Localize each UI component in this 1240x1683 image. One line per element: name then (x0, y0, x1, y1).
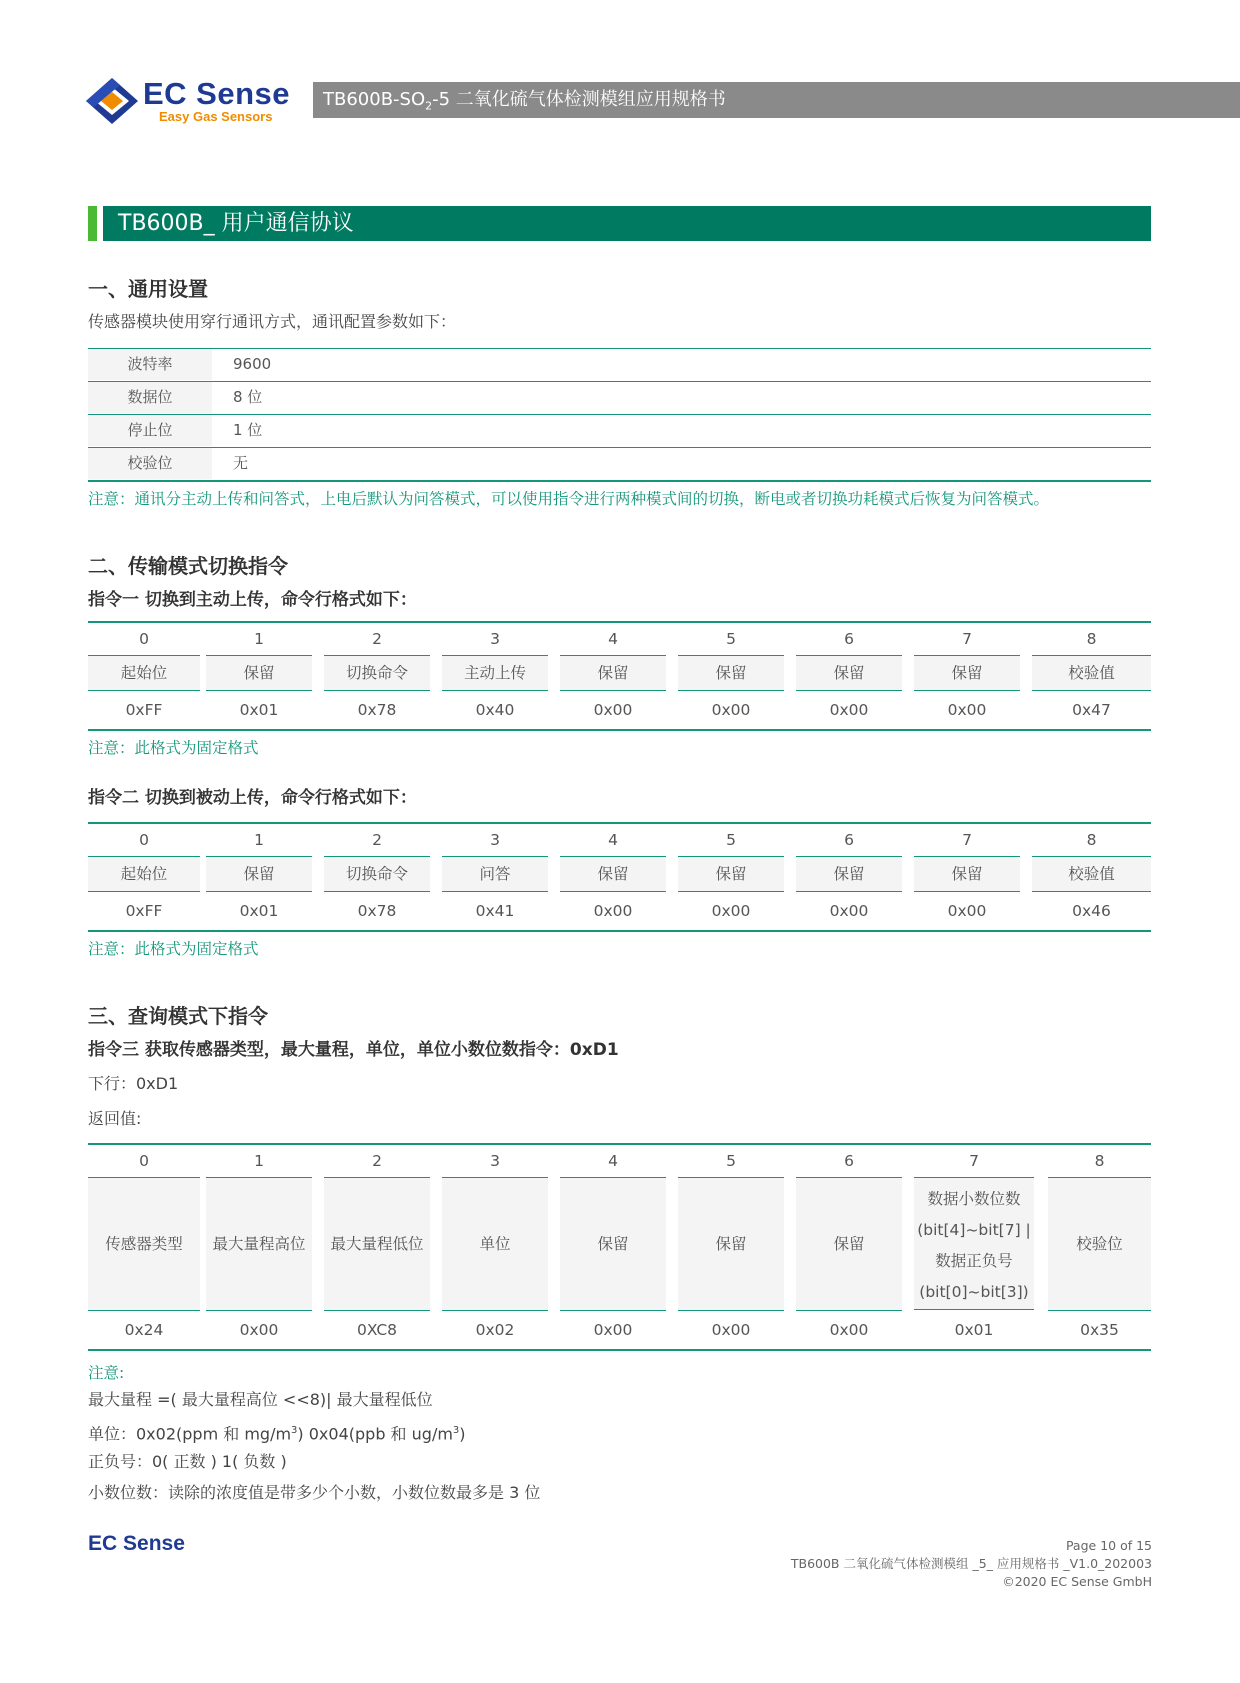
param-row (88, 448, 1151, 480)
byte-value: 0x78 (357, 902, 397, 920)
byte-index: 3 (442, 623, 548, 656)
byte-name: 校验位 (1048, 1178, 1151, 1311)
byte-index: 6 (796, 1145, 902, 1178)
byte-value: 0x47 (1072, 701, 1111, 719)
param-value: 8 位 (233, 388, 263, 406)
section1-note: 注意：通讯分主动上传和问答式，上电后默认为问答模式，可以使用指令进行两种模式间的切换，断电或者切换功耗模式后恢复为问答模式。 (88, 490, 1050, 508)
byte-name: 保留 (206, 857, 312, 892)
section2-heading: 二、传输模式切换指令 (88, 554, 288, 578)
byte-index: 4 (560, 623, 666, 656)
byte-value: 0xFF (125, 701, 163, 719)
comm-params-table (88, 348, 1151, 482)
header-bar (313, 82, 1240, 118)
byte-name-line: (bit[4]~bit[7] | (917, 1221, 1031, 1239)
note-decimals: 小数位数：读除的浓度值是带多少个小数，小数位数最多是 3 位 (88, 1483, 541, 1502)
byte-value: 0x00 (711, 902, 751, 920)
byte-value: 0x41 (475, 902, 515, 920)
byte-index: 7 (914, 623, 1020, 656)
byte-value: 0x00 (593, 902, 633, 920)
byte-value: 0x00 (593, 1321, 633, 1339)
byte-value: 0x46 (1072, 902, 1111, 920)
param-value: 9600 (233, 355, 272, 373)
note-sign: 正负号：0( 正数 ) 1( 负数 ) (88, 1452, 287, 1471)
byte-name: 保留 (914, 656, 1020, 691)
footer-page-number: Page 10 of 15 (1065, 1538, 1152, 1553)
ec-sense-logo (86, 76, 296, 126)
byte-index: 2 (324, 623, 430, 656)
byte-name: 保留 (560, 857, 666, 892)
byte-name: 保留 (678, 656, 784, 691)
byte-index: 1 (206, 824, 312, 857)
byte-name: 起始位 (88, 857, 200, 892)
byte-name: 保留 (796, 656, 902, 691)
param-row (88, 349, 1151, 381)
byte-index: 0 (88, 824, 200, 857)
byte-index: 3 (442, 1145, 548, 1178)
cmd2-note: 注意：此格式为固定格式 (88, 940, 259, 958)
byte-index: 5 (678, 1145, 784, 1178)
byte-name-line: 数据正负号 (935, 1252, 1013, 1270)
byte-name: 最大量程高位 (206, 1178, 312, 1311)
byte-name: 传感器类型 (88, 1178, 200, 1311)
byte-index: 0 (88, 1145, 200, 1178)
byte-value: 0x35 (1080, 1321, 1119, 1339)
byte-index: 7 (914, 824, 1020, 857)
notes-label: 注意: (88, 1364, 125, 1382)
section3-heading: 三、查询模式下指令 (88, 1004, 268, 1028)
byte-value: 0x01 (239, 902, 279, 920)
param-key: 波特率 (88, 349, 212, 380)
footer-doc-name: TB600B 二氧化硫气体检测模组 _5_ 应用规格书 _V1.0_202003 (790, 1556, 1152, 1571)
footer-brand: EC Sense (88, 1532, 185, 1555)
section1-heading: 一、通用设置 (88, 277, 208, 301)
byte-name: 保留 (678, 857, 784, 892)
section-banner (88, 206, 1151, 241)
byte-name: 问答 (442, 857, 548, 892)
byte-value: 0x00 (829, 701, 869, 719)
byte-value: 0x00 (947, 902, 987, 920)
byte-value: 0x01 (239, 701, 279, 719)
byte-name-line: 数据小数位数 (927, 1190, 1021, 1208)
byte-name: 校验值 (1032, 656, 1151, 691)
note-unit: 单位：0x02(ppm 和 $mg/m^3$) 0x04(ppb 和 $ug/m^3$) (88, 1424, 466, 1444)
logo-brand-text: EC Sense (143, 76, 291, 111)
table-bottom-rule (88, 930, 1151, 932)
byte-name: 保留 (796, 1178, 902, 1311)
byte-value: 0x00 (593, 701, 633, 719)
banner-accent-gap (97, 206, 103, 241)
byte-value: 0x02 (475, 1321, 515, 1339)
byte-value: 0x24 (124, 1321, 164, 1339)
byte-name: 起始位 (88, 656, 200, 691)
byte-value: 0x00 (711, 701, 751, 719)
byte-value: 0x00 (829, 902, 869, 920)
byte-index: 3 (442, 824, 548, 857)
byte-index: 2 (324, 824, 430, 857)
cmd2-title: 指令二 切换到被动上传，命令行格式如下： (88, 788, 417, 808)
byte-value: 0x40 (475, 701, 515, 719)
diamond-logo-icon (86, 78, 138, 124)
byte-index: 4 (560, 1145, 666, 1178)
byte-name: 保留 (206, 656, 312, 691)
byte-value: 0x00 (829, 1321, 869, 1339)
byte-name: 最大量程低位 (324, 1178, 430, 1311)
cmd3-return-label: 返回值: (88, 1109, 142, 1128)
param-key: 停止位 (88, 415, 212, 446)
byte-name: 切换命令 (324, 857, 430, 892)
byte-value: 0x78 (357, 701, 397, 719)
byte-index: 2 (324, 1145, 430, 1178)
document-title: $TB600B-SO_2-5$ 二氧化硫气体检测模组应用规格书 (323, 89, 726, 113)
byte-index: 8 (1032, 824, 1151, 857)
section1-intro: 传感器模块使用穿行通讯方式，通讯配置参数如下： (88, 312, 457, 331)
byte-value: 0xFF (125, 902, 163, 920)
param-key: 校验位 (88, 448, 212, 479)
byte-index: 5 (678, 824, 784, 857)
byte-name: 单位 (442, 1178, 548, 1311)
byte-index: 5 (678, 623, 784, 656)
cmd3-title: 指令三 获取传感器类型，最大量程，单位，单位小数位数指令：0xD1 (88, 1040, 619, 1060)
cmd1-title: 指令一 切换到主动上传，命令行格式如下： (88, 590, 417, 610)
byte-value: 0x01 (954, 1321, 994, 1339)
byte-index: 6 (796, 623, 902, 656)
byte-name: 保留 (914, 857, 1020, 892)
table-bottom-rule (88, 1349, 1151, 1351)
byte-index: 8 (1048, 1145, 1151, 1178)
table-bottom-rule (88, 729, 1151, 731)
byte-name: 保留 (678, 1178, 784, 1311)
byte-name: 保留 (560, 656, 666, 691)
byte-index: 1 (206, 1145, 312, 1178)
param-value: 1 位 (233, 421, 263, 439)
logo-tagline: Easy Gas Sensors (159, 109, 273, 124)
byte-name-multiline (914, 1178, 1034, 1310)
param-key: 数据位 (88, 382, 212, 413)
byte-name: 保留 (796, 857, 902, 892)
footer-copyright: ©2020 EC Sense GmbH (1002, 1574, 1152, 1589)
byte-name: 主动上传 (442, 656, 548, 691)
banner-title: TB600B_ 用户通信协议 (118, 211, 354, 236)
cmd3-downlink: 下行：0xD1 (88, 1074, 179, 1093)
byte-name-line: (bit[0]~bit[3]) (919, 1283, 1029, 1301)
byte-index: 8 (1032, 623, 1151, 656)
byte-index: 0 (88, 623, 200, 656)
cmd3-table (88, 1143, 1151, 1353)
param-value: 无 (233, 454, 249, 472)
param-row (88, 382, 1151, 414)
byte-index: 6 (796, 824, 902, 857)
byte-name: 保留 (560, 1178, 666, 1311)
cmd2-table (88, 822, 1151, 932)
byte-index: 1 (206, 623, 312, 656)
byte-value: 0x00 (239, 1321, 279, 1339)
byte-value: 0x00 (711, 1321, 751, 1339)
cmd1-table (88, 621, 1151, 731)
byte-value: 0x00 (947, 701, 987, 719)
byte-index: 4 (560, 824, 666, 857)
byte-value: 0XC8 (356, 1321, 398, 1339)
banner-accent (88, 206, 97, 241)
byte-index: 7 (914, 1145, 1034, 1178)
byte-name: 校验值 (1032, 857, 1151, 892)
cmd1-note: 注意：此格式为固定格式 (88, 739, 259, 757)
param-row (88, 415, 1151, 447)
note-range-formula: 最大量程 =( 最大量程高位 <<8)| 最大量程低位 (88, 1390, 433, 1409)
byte-name: 切换命令 (324, 656, 430, 691)
